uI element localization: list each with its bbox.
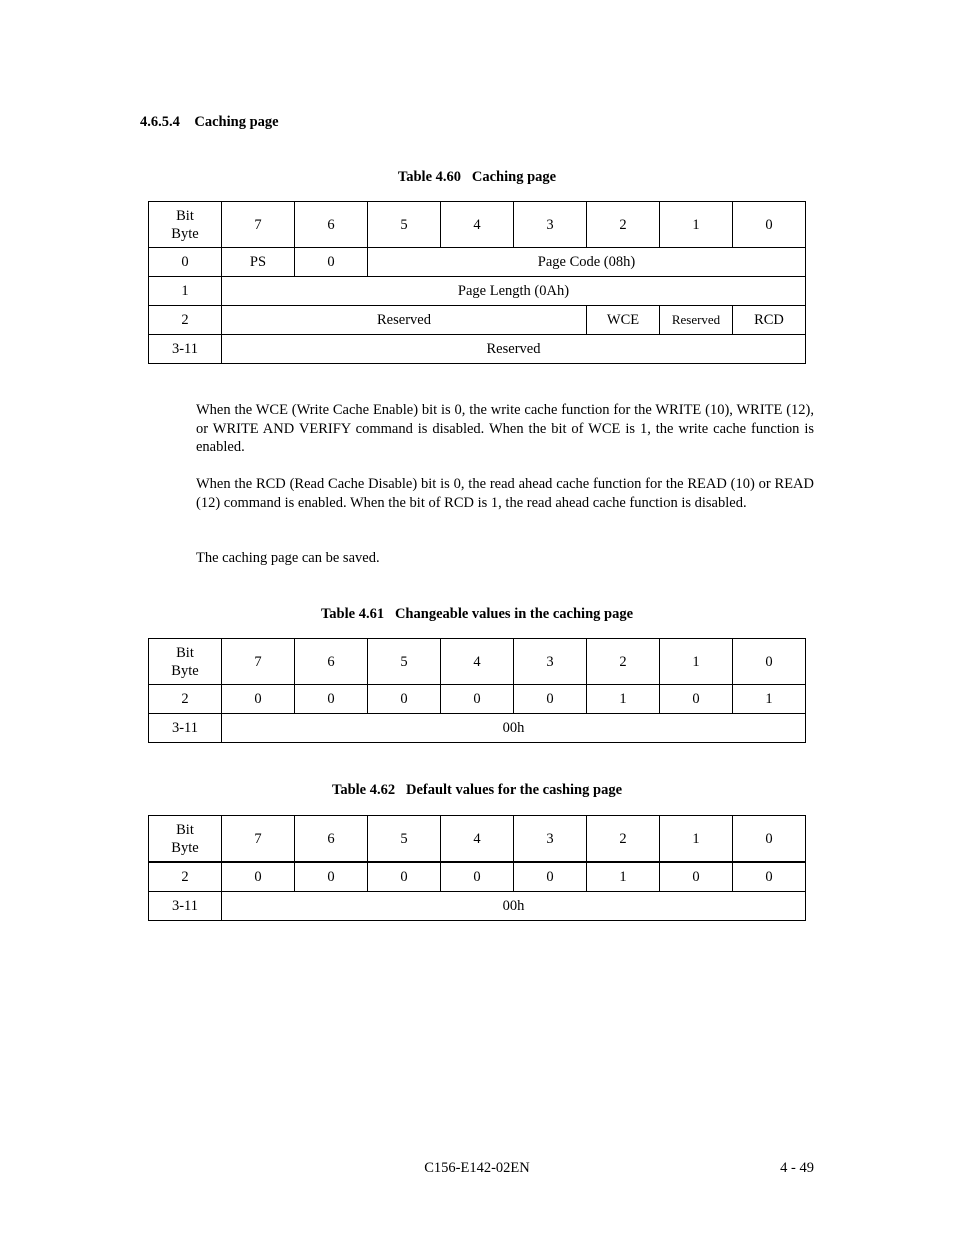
bit-cell: 0: [295, 685, 368, 714]
bit-cell: 1: [587, 685, 660, 714]
bit-header: 4: [441, 202, 514, 248]
bit-header: 1: [660, 202, 733, 248]
table-row: [149, 862, 806, 892]
table-row: [149, 248, 806, 277]
section-title: Caching page: [194, 114, 279, 130]
byte-cell: 3-11: [149, 335, 222, 364]
bit-byte-header: Bit Byte: [149, 816, 222, 863]
bit-header: 4: [441, 639, 514, 685]
reserved-cell: Reserved: [222, 335, 806, 364]
body-paragraph: When the RCD (Read Cache Disable) bit is 0, the read ahead cache function for the READ (10) or READ (12) command is enabled. When the bit of RCD is 1, the read ahead cache function is disabled.: [196, 476, 814, 511]
bit-cell: 1: [587, 862, 660, 892]
bit-header: 1: [660, 816, 733, 863]
bit-byte-header: Bit Byte: [149, 639, 222, 685]
table-caption: Table 4.60 Caching page: [397, 169, 557, 185]
bit-header: 3: [514, 202, 587, 248]
section-number: 4.6.5.4: [140, 114, 180, 130]
section-heading: [140, 114, 279, 131]
bit-header: 7: [222, 639, 295, 685]
body-paragraph: When the WCE (Write Cache Enable) bit is 0, the write cache function for the WRITE (10), WRITE (12), or WRITE AND VERIFY command is disabled. When the bit of WCE is 1, the write cache function is enabled.: [196, 402, 814, 456]
bit-cell: 0: [441, 685, 514, 714]
bit-cell: 0: [733, 862, 806, 892]
table-header-row: [149, 816, 806, 863]
table-header-row: [149, 639, 806, 685]
table-header-row: [149, 202, 806, 248]
bit-header: 6: [295, 202, 368, 248]
bit-header: 4: [441, 816, 514, 863]
bit-cell: 1: [733, 685, 806, 714]
bit-header: 2: [587, 639, 660, 685]
bit-header: 5: [368, 639, 441, 685]
table-row: [149, 277, 806, 306]
bit-cell: 0: [514, 685, 587, 714]
bit-cell: 0: [368, 685, 441, 714]
page-length-cell: Page Length (0Ah): [222, 277, 806, 306]
byte-cell: 2: [149, 685, 222, 714]
table-row: [149, 892, 806, 921]
changeable-values-table: [148, 638, 806, 743]
reserved-bit-cell: Reserved: [660, 306, 733, 335]
bit-cell: 0: [660, 685, 733, 714]
reserved-cell: Reserved: [222, 306, 587, 335]
bit-header: 1: [660, 639, 733, 685]
rcd-cell: RCD: [733, 306, 806, 335]
byte-cell: 3-11: [149, 892, 222, 921]
byte-cell: 2: [149, 862, 222, 892]
bit-cell: 0: [660, 862, 733, 892]
bit-header: 3: [514, 639, 587, 685]
wce-cell: WCE: [587, 306, 660, 335]
bit-header: 0: [733, 202, 806, 248]
bit-header: 3: [514, 816, 587, 863]
default-values-table: [148, 815, 806, 921]
byte-cell: 0: [149, 248, 222, 277]
bit-header: 2: [587, 202, 660, 248]
page-number: 4 - 49: [780, 1160, 814, 1176]
ps-cell: PS: [222, 248, 295, 277]
table-row: [149, 714, 806, 743]
bit-header: 5: [368, 816, 441, 863]
table-row: [149, 335, 806, 364]
caching-page-table: [148, 201, 806, 364]
table-caption: Table 4.61 Changeable values in the caching page: [320, 606, 634, 622]
bit-cell: 0: [368, 862, 441, 892]
bit-cell: 0: [295, 248, 368, 277]
byte-cell: 2: [149, 306, 222, 335]
bit-header: 6: [295, 816, 368, 863]
table-row: [149, 306, 806, 335]
bit-cell: 0: [222, 862, 295, 892]
value-cell: 00h: [222, 892, 806, 921]
page-code-cell: Page Code (08h): [368, 248, 806, 277]
byte-cell: 1: [149, 277, 222, 306]
document-id: C156-E142-02EN: [424, 1160, 530, 1176]
bit-cell: 0: [441, 862, 514, 892]
bit-header: 6: [295, 639, 368, 685]
byte-cell: 3-11: [149, 714, 222, 743]
bit-cell: 0: [295, 862, 368, 892]
bit-header: 7: [222, 202, 295, 248]
bit-byte-header: Bit Byte: [149, 202, 222, 248]
table-row: [149, 685, 806, 714]
bit-header: 7: [222, 816, 295, 863]
bit-header: 0: [733, 816, 806, 863]
bit-cell: 0: [222, 685, 295, 714]
bit-header: 0: [733, 639, 806, 685]
bit-header: 2: [587, 816, 660, 863]
body-paragraph: The caching page can be saved.: [196, 550, 380, 566]
bit-header: 5: [368, 202, 441, 248]
bit-cell: 0: [514, 862, 587, 892]
value-cell: 00h: [222, 714, 806, 743]
table-caption: Table 4.62 Default values for the cashing page: [331, 782, 622, 798]
